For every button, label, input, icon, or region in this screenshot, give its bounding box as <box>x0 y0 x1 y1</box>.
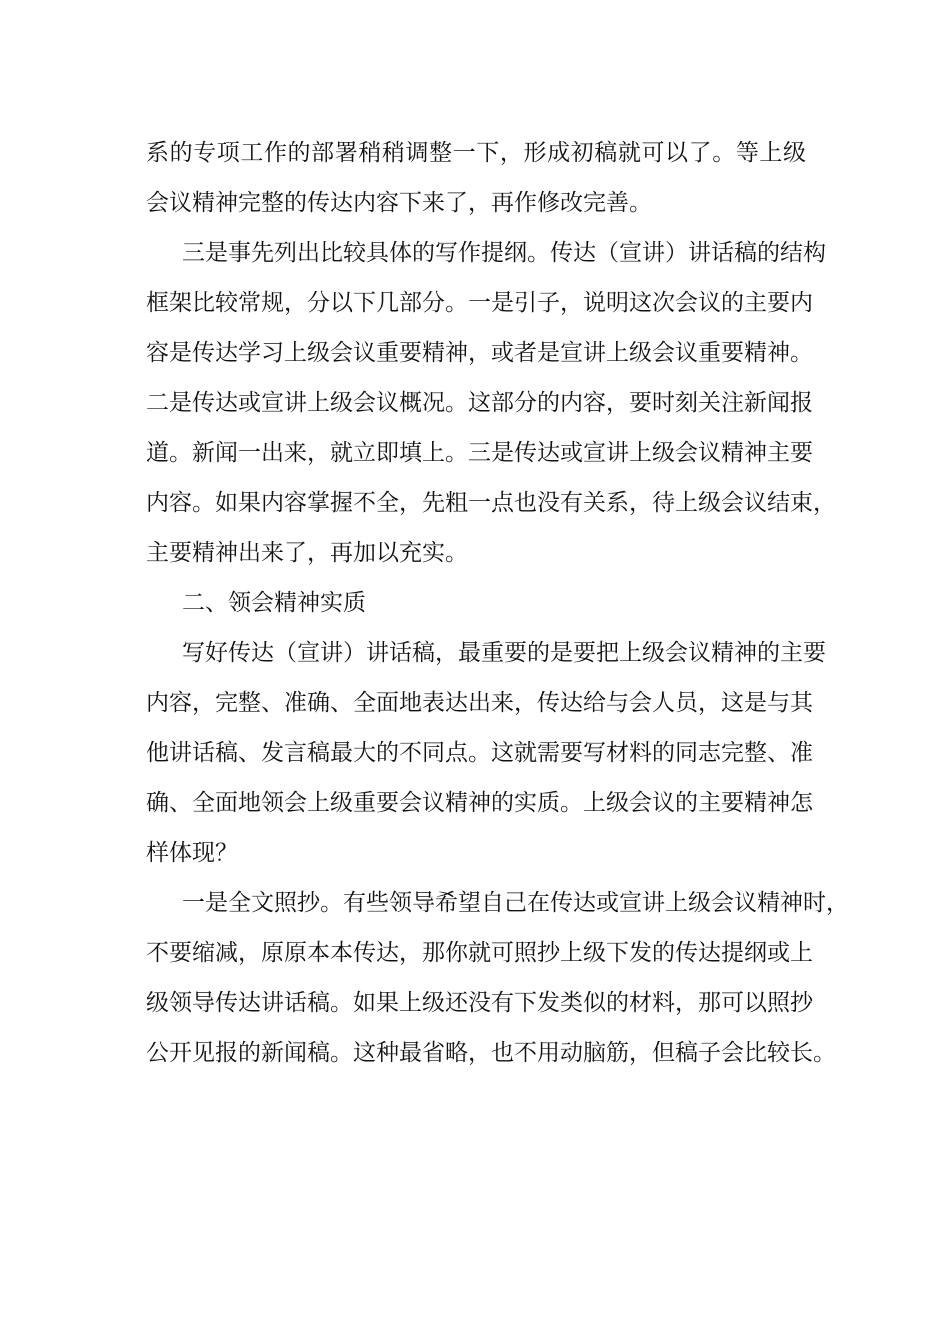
text-line: 样体现？ <box>146 840 238 866</box>
text-line: 内容。如果内容掌握不全，先粗一点也没有关系，待上级会议结束， <box>146 490 836 516</box>
text-line: 会议精神完整的传达内容下来了，再作修改完善。 <box>146 190 652 216</box>
paragraph-start-line: 三是事先列出比较具体的写作提纲。传达（宣讲）讲话稿的结构 <box>182 240 826 266</box>
paragraph-start-line: 一是全文照抄。有些领导希望自己在传达或宣讲上级会议精神时， <box>182 890 849 916</box>
section-heading: 二、领会精神实质 <box>182 590 366 616</box>
text-line: 系的专项工作的部署稍稍调整一下，形成初稿就可以了。等上级 <box>146 140 806 166</box>
paragraph-start-line: 写好传达（宣讲）讲话稿，最重要的是要把上级会议精神的主要 <box>182 640 826 666</box>
text-line: 他讲话稿、发言稿最大的不同点。这就需要写材料的同志完整、准 <box>146 740 813 766</box>
text-line: 公开见报的新闻稿。这种最省略，也不用动脑筋，但稿子会比较长。 <box>146 1040 836 1066</box>
text-line: 道。新闻一出来，就立即填上。三是传达或宣讲上级会议精神主要 <box>146 440 813 466</box>
text-line: 确、全面地领会上级重要会议精神的实质。上级会议的主要精神怎 <box>146 790 813 816</box>
text-line: 级领导传达讲话稿。如果上级还没有下发类似的材料，那可以照抄 <box>146 990 813 1016</box>
text-line: 框架比较常规，分以下几部分。一是引子，说明这次会议的主要内 <box>146 290 813 316</box>
document-body <box>146 128 849 1078</box>
text-line: 二是传达或宣讲上级会议概况。这部分的内容，要时刻关注新闻报 <box>146 390 813 416</box>
text-line: 不要缩减，原原本本传达，那你就可照抄上级下发的传达提纲或上 <box>146 940 813 966</box>
text-line: 容是传达学习上级会议重要精神，或者是宣讲上级会议重要精神。 <box>146 340 813 366</box>
text-line: 内容，完整、准确、全面地表达出来，传达给与会人员，这是与其 <box>146 690 813 716</box>
text-line: 主要精神出来了，再加以充实。 <box>146 540 468 566</box>
